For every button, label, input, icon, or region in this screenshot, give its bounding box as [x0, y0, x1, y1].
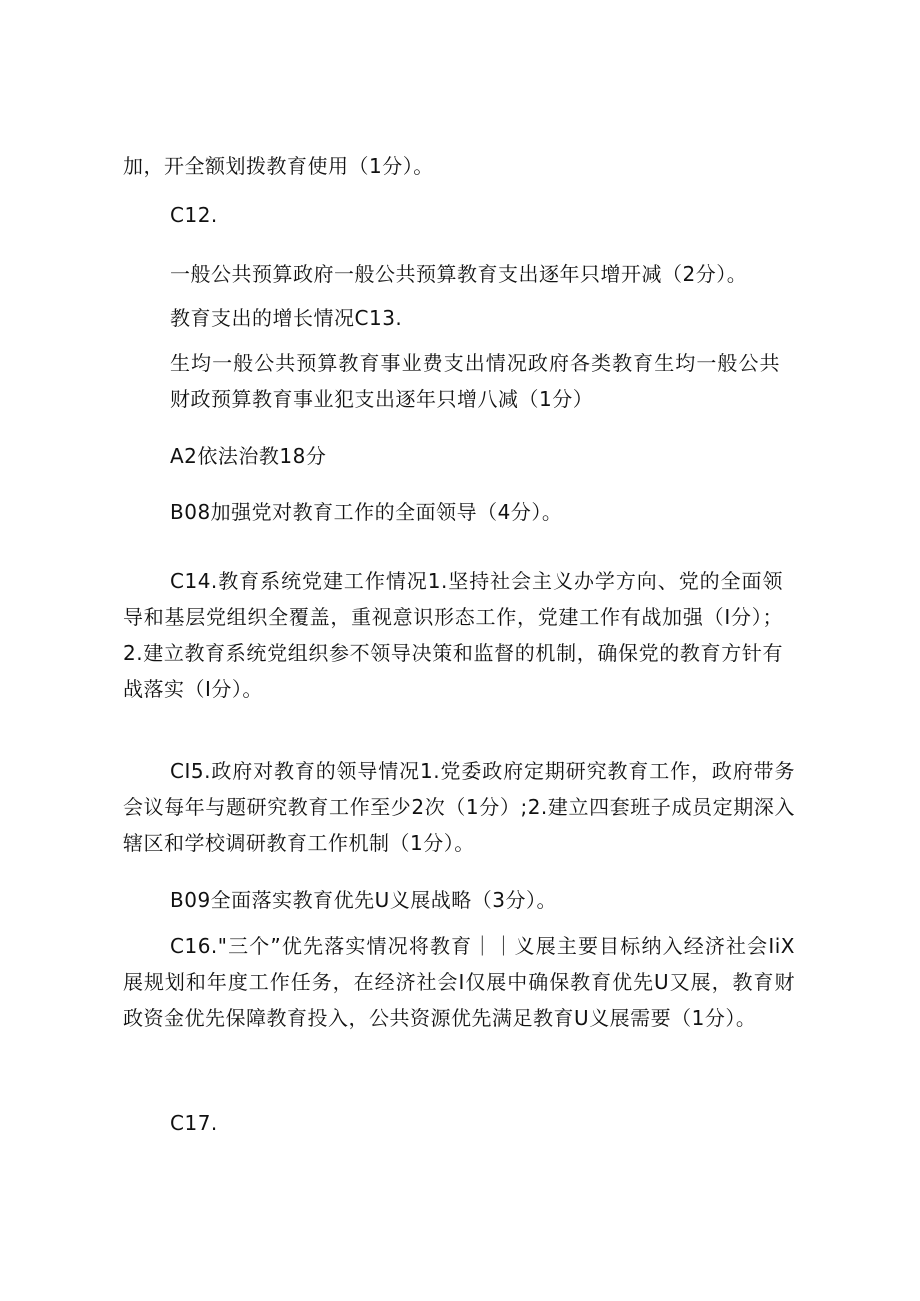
- text-paragraph: C14.教育系统党建工作情况1.坚持社会主义办学方向、党的全面领导和基层党组织全覆盖，重视意识形态工作，党建工作有战加强（I分）；2.建立教育系统党组织参不领导决策和监督的机制，确保党的教育方针有战落实（I分）。: [123, 569, 783, 701]
- text-line: C17.: [170, 1111, 218, 1135]
- text-paragraph: C16."三个”优先落实情况将教育｜｜义展主要目标纳入经济社会IiX展规划和年度工作任务，在经济社会I仅展中确保教育优先U又展，教育财政资金优先保障教育投入，公共资源优先满足教育U义展需要（1分）。: [123, 934, 795, 1030]
- text-line: 加，开全额划拨教育使用（1分）。: [123, 154, 434, 178]
- text-paragraph: 生均一般公共预算教育事业费支出情况政府各类教育生均一般公共财政预算教育事业犯支出逐年只增八减（1分）: [170, 351, 780, 411]
- text-line: B09全面落实教育优先U义展战略（3分）。: [170, 888, 558, 912]
- text-line: 教育支出的增长情况C13.: [170, 306, 403, 330]
- text-line: A2依法治教18分: [170, 444, 327, 468]
- text-line: C12.: [170, 203, 218, 227]
- text-line: 一般公共预算政府一般公共预算教育支出逐年只增开减（2分）。: [170, 262, 748, 286]
- text-paragraph: CI5.政府对教育的领导情况1.党委政府定期研究教育工作，政府带务会议每年与题研究教育工作至少2次（1分）;2.建立四套班子成员定期深入辖区和学校调研教育工作机制（1分）。: [123, 759, 795, 855]
- text-line: B08加强党对教育工作的全面领导（4分）。: [170, 500, 563, 524]
